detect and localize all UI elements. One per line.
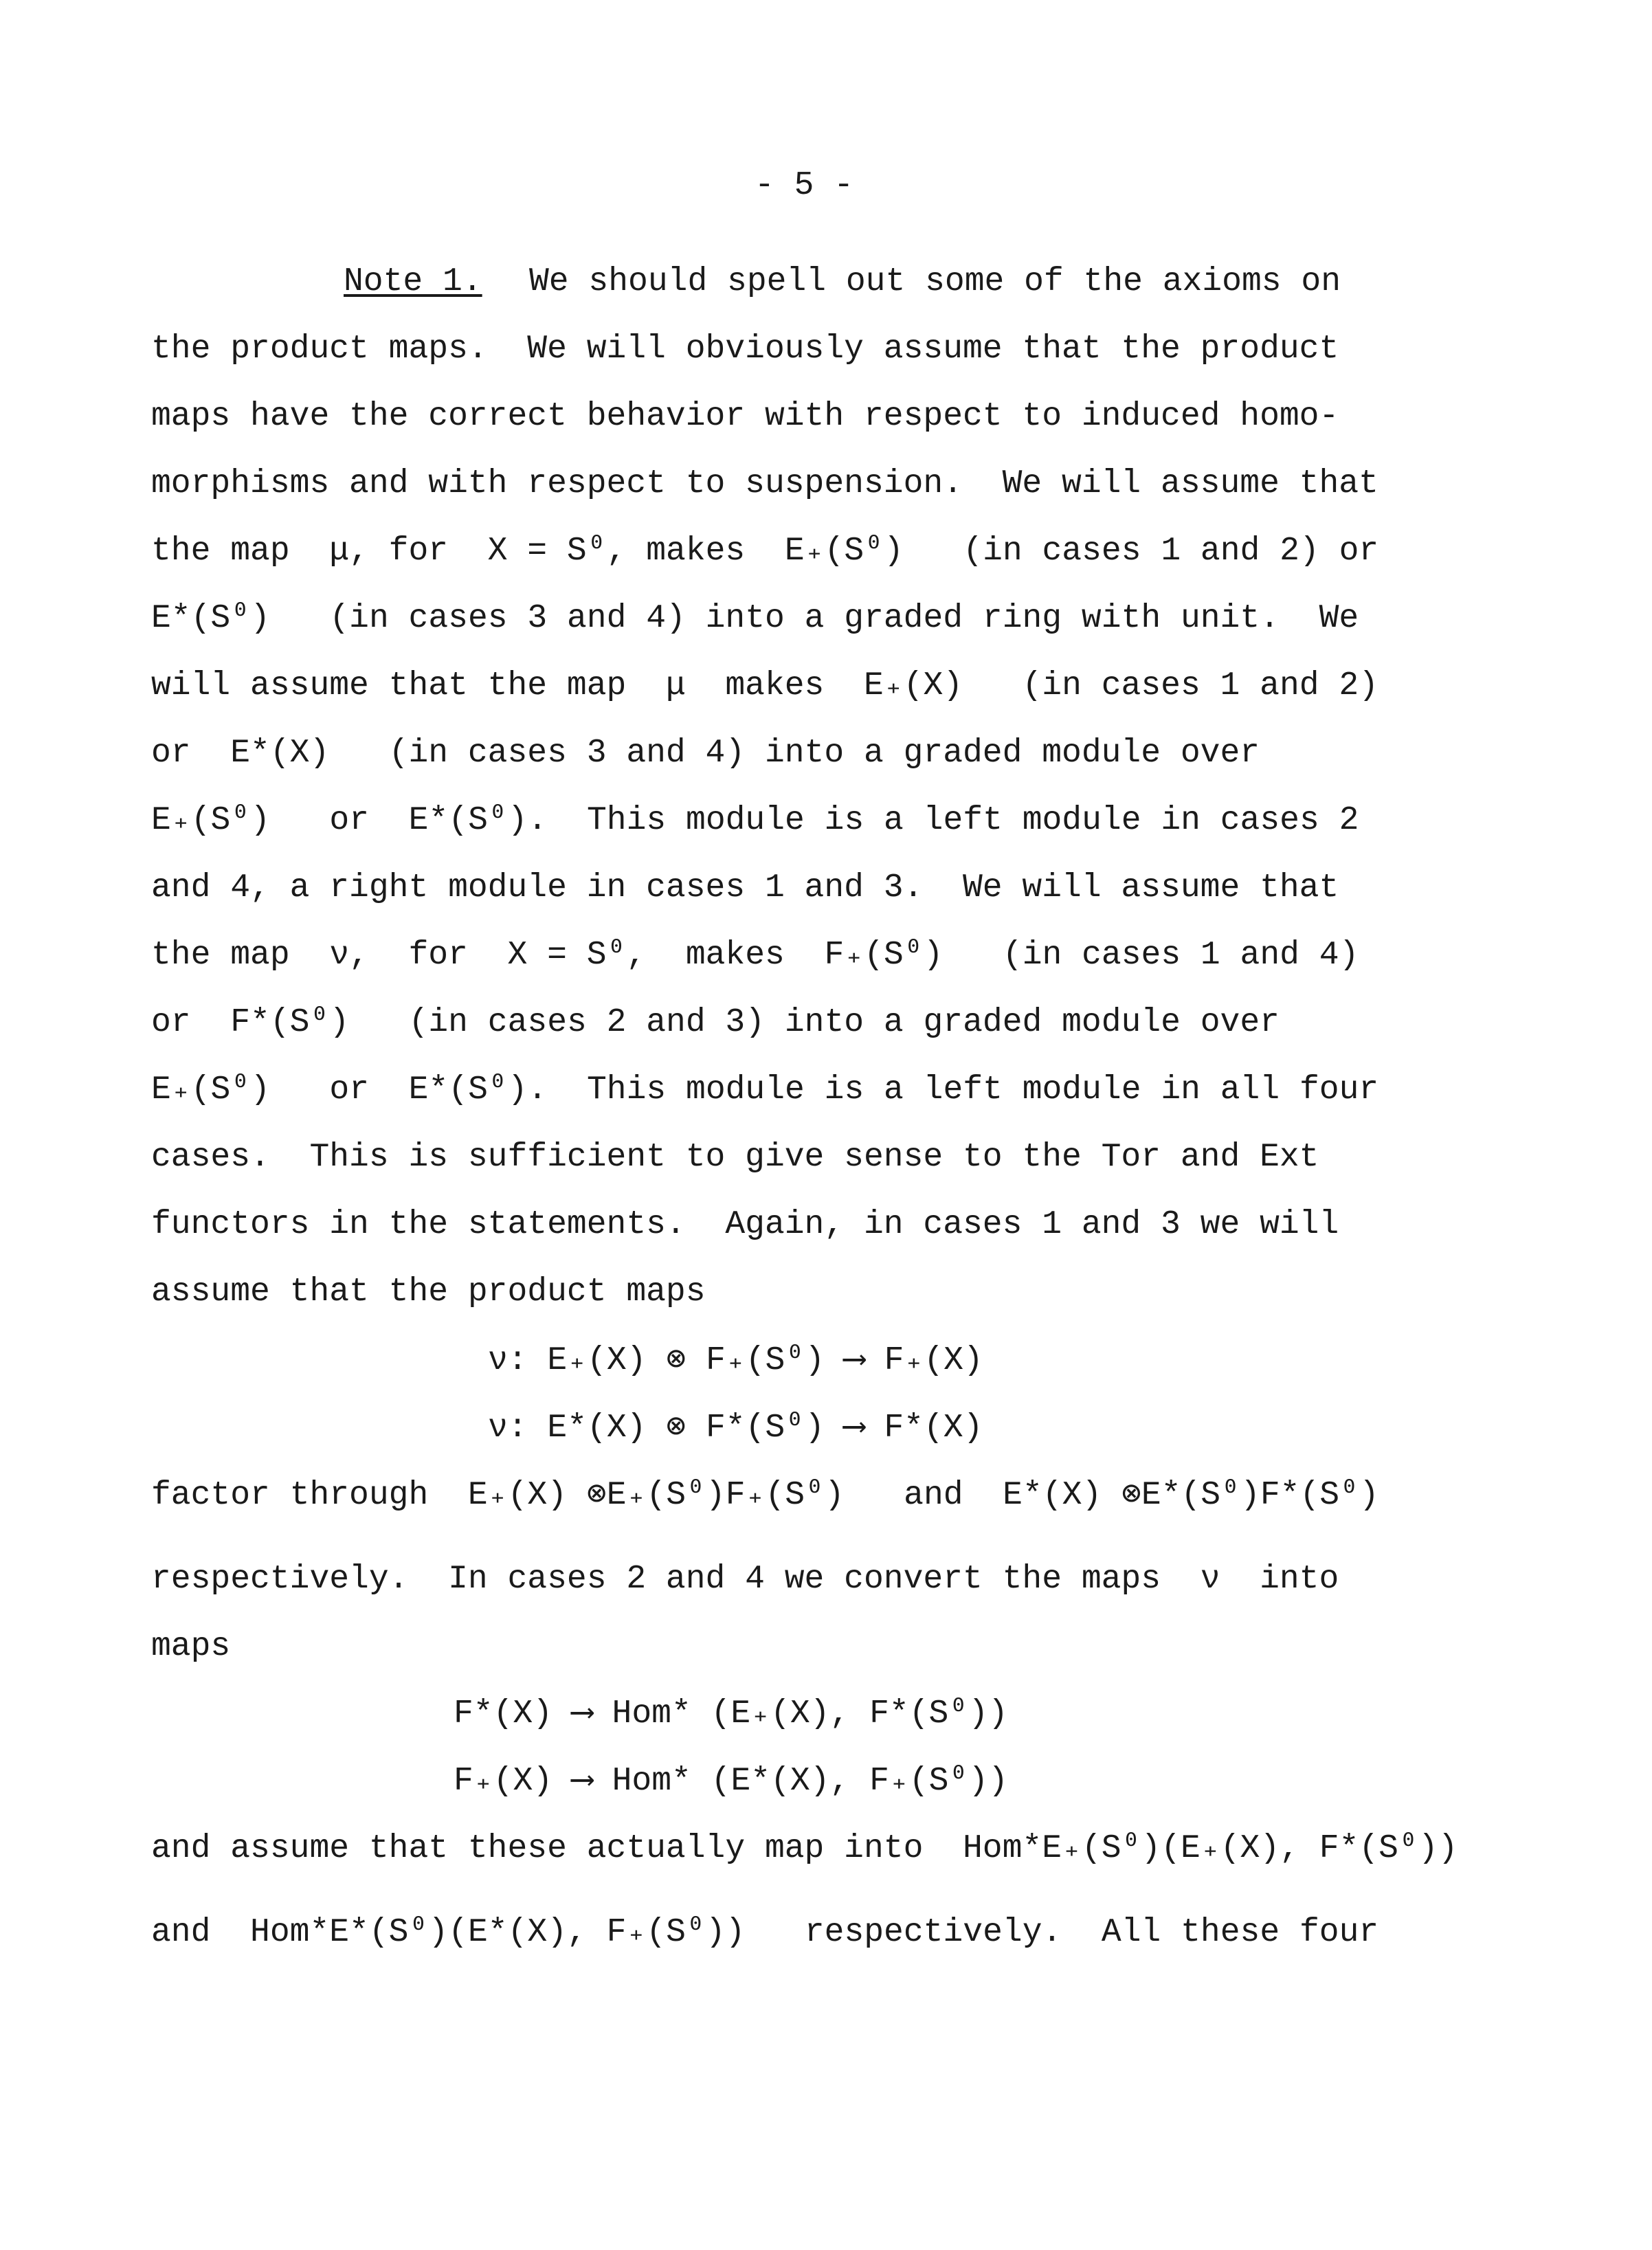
text-line: the product maps. We will obviously assume that the product <box>151 331 1339 368</box>
text-line: E*(S⁰) (in cases 3 and 4) into a graded ring with unit. We <box>151 600 1359 637</box>
display-formula: F*(X) ⟶ Hom* (E₊(X), F*(S⁰)) <box>454 1695 1008 1733</box>
text-line: and Hom*E*(S⁰)(E*(X), F₊(S⁰)) respectively. All these four <box>151 1914 1379 1951</box>
text-line: E₊(S⁰) or E*(S⁰). This module is a left module in all four <box>151 1071 1379 1109</box>
display-formula: ν: E₊(X) ⊗ F₊(S⁰) ⟶ F₊(X) <box>488 1342 983 1379</box>
paragraph-heading <box>344 261 482 302</box>
display-formula: F₊(X) ⟶ Hom* (E*(X), F₊(S⁰)) <box>454 1763 1008 1800</box>
text-line: or E*(X) (in cases 3 and 4) into a graded module over <box>151 735 1260 772</box>
text-line: cases. This is sufficient to give sense to the Tor and Ext <box>151 1139 1319 1176</box>
text-line: functors in the statements. Again, in cases 1 and 3 we will <box>151 1206 1339 1243</box>
display-formula: ν: E*(X) ⊗ F*(S⁰) ⟶ F*(X) <box>488 1410 983 1447</box>
text-line: or F*(S⁰) (in cases 2 and 3) into a graded module over <box>151 1004 1280 1041</box>
text-line: morphisms and with respect to suspension. We will assume that <box>151 465 1378 502</box>
text-line: assume that the product maps <box>151 1273 706 1311</box>
text-line: factor through E₊(X) ⊗E₊(S⁰)F₊(S⁰) and E*(X) ⊗E*(S⁰)F*(S⁰) <box>151 1477 1379 1514</box>
text-line: We should spell out some of the axioms on <box>529 263 1341 300</box>
text-line: respectively. In cases 2 and 4 we convert the maps ν into <box>151 1561 1339 1598</box>
note-heading: Note 1. <box>344 263 482 300</box>
page-number: - 5 - <box>755 167 854 204</box>
text-line: and 4, a right module in cases 1 and 3. We will assume that <box>151 869 1339 906</box>
text-line: will assume that the map μ makes E₊(X) (in cases 1 and 2) <box>151 667 1378 704</box>
text-line: the map ν, for X = S⁰, makes F₊(S⁰) (in cases 1 and 4) <box>151 937 1359 974</box>
text-line: E₊(S⁰) or E*(S⁰). This module is a left module in cases 2 <box>151 802 1359 839</box>
text-line: maps have the correct behavior with respect to induced homo- <box>151 398 1339 435</box>
text-line: maps <box>151 1628 231 1665</box>
text-line: and assume that these actually map into Hom*E₊(S⁰)(E₊(X), F*(S⁰)) <box>151 1830 1458 1867</box>
text-line: the map μ, for X = S⁰, makes E₊(S⁰) (in cases 1 and 2) or <box>151 533 1379 570</box>
